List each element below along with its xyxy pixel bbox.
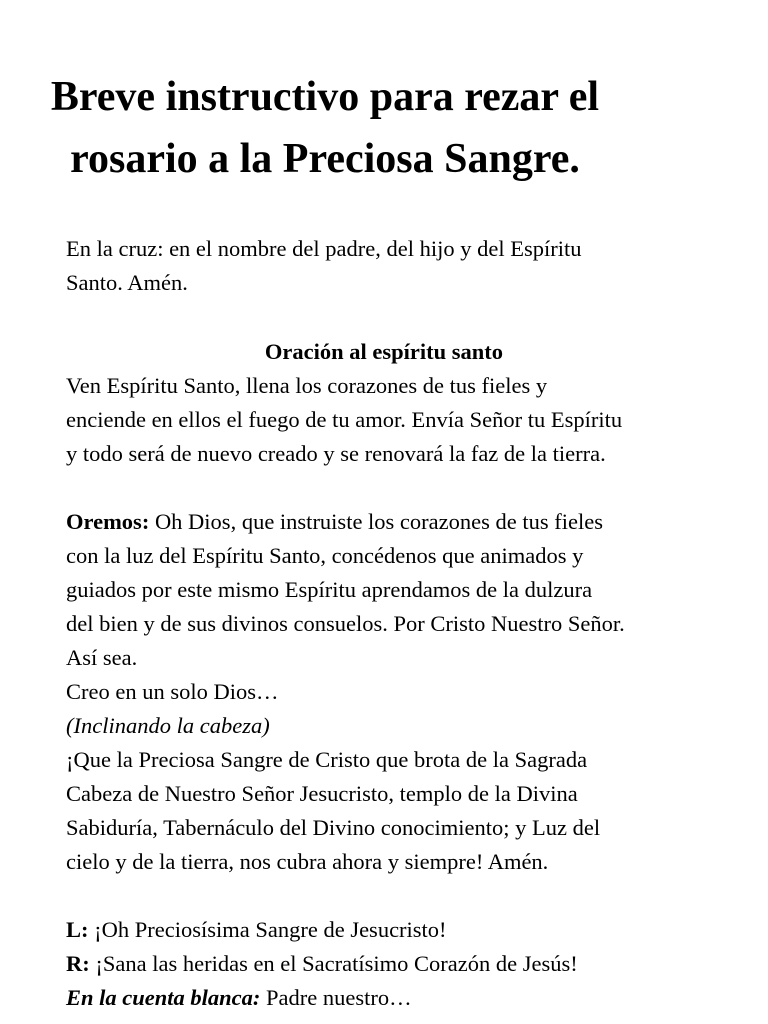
title-line-1: Breve instructivo para rezar el <box>50 74 600 120</box>
intro-line-1: En la cruz: en el nombre del padre, del hijo y del Espíritu <box>66 236 582 261</box>
oremos-label: Oremos: <box>66 509 150 534</box>
cuenta-line <box>66 981 412 1015</box>
document-title <box>0 66 690 190</box>
sangre-line-3: Sabiduría, Tabernáculo del Divino conocimiento; y Luz del <box>66 815 601 840</box>
inclinando-line <box>66 709 270 743</box>
creo-line: Creo en un solo Dios… <box>66 679 279 704</box>
oremos-line-4: del bien y de sus divinos consuelos. Por Cristo Nuestro Señor. <box>66 611 625 636</box>
leader-label: L: <box>66 917 89 942</box>
oremos-text-1: Oh Dios, que instruiste los corazones de tus fieles <box>149 509 603 534</box>
sangre-line-1: ¡Que la Preciosa Sangre de Cristo que brota de la Sagrada <box>66 747 588 772</box>
response-line <box>66 947 578 981</box>
oracion-line-1: Ven Espíritu Santo, llena los corazones de tus fieles y <box>66 373 548 398</box>
oracion-line-2: enciende en ellos el fuego de tu amor. Envía Señor tu Espíritu <box>66 407 623 432</box>
leader-line <box>66 913 447 947</box>
oracion-line-3: y todo será de nuevo creado y se renovará la faz de la tierra. <box>66 441 606 466</box>
cuenta-label: En la cuenta blanca: <box>66 985 261 1010</box>
oremos-line-5: Así sea. <box>66 645 138 670</box>
response-label: R: <box>66 951 90 976</box>
leader-text: ¡Oh Preciosísima Sangre de Jesucristo! <box>88 917 447 942</box>
oracion-heading: Oración al espíritu santo <box>264 339 504 364</box>
response-text: ¡Sana las heridas en el Sacratísimo Corazón de Jesús! <box>89 951 578 976</box>
oremos-line-2: con la luz del Espíritu Santo, concédenos que animados y <box>66 543 584 568</box>
oremos-line-3: guiados por este mismo Espíritu aprendamos de la dulzura <box>66 577 593 602</box>
cuenta-text: Padre nuestro… <box>260 985 412 1010</box>
sangre-line-2: Cabeza de Nuestro Señor Jesucristo, templo de la Divina <box>66 781 578 806</box>
inclinando-text: (Inclinando la cabeza) <box>66 713 270 738</box>
intro-line-2: Santo. Amén. <box>66 270 188 295</box>
oremos-line-1 <box>66 505 603 539</box>
title-line-2: rosario a la Preciosa Sangre. <box>70 136 580 182</box>
sangre-line-4: cielo y de la tierra, nos cubra ahora y siempre! Amén. <box>66 849 549 874</box>
